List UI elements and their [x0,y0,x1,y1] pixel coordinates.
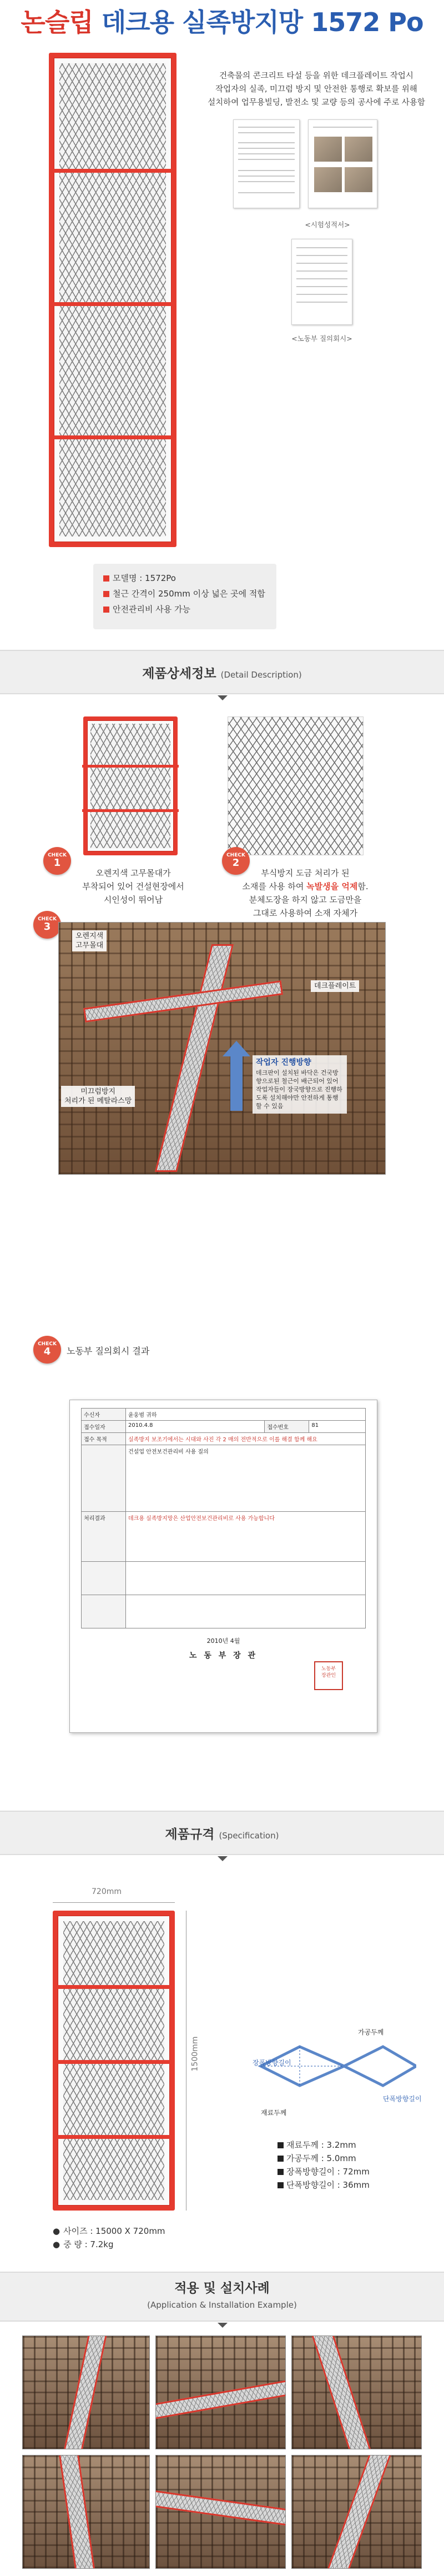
check-badge-1: CHECK 1 [43,847,71,875]
product-main-image [49,53,176,547]
spec-product-image [53,1911,175,2211]
intro-line: 작업자의 실족, 미끄럼 방지 및 안전한 통행로 확보를 위해 [215,85,417,94]
width-dimension: 720mm [92,1887,122,1896]
test-report-page-1 [233,119,300,208]
chevron-down-icon [218,2323,228,2328]
labor-ministry-inquiry-thumbnail [291,239,352,325]
labor-ministry-inquiry-document [69,1400,377,1733]
check2-mesh-closeup [228,716,364,855]
product-name: 데크용 실족방지망 1572 Po [101,7,423,37]
check-badge-3: CHECK 3 [33,911,61,939]
chevron-down-icon [218,1856,228,1861]
panel-rib [49,302,176,306]
official-seal-stamp: 노동부 장관인 [314,1661,343,1690]
length-dimension: 1500mm [190,2036,200,2072]
intro-line: 건축물의 콘크리트 타설 등을 위한 데크플레이트 작업시 [219,72,413,81]
document-ministry: 노 동 부 장 관 [189,1651,258,1660]
product-title [0,0,444,44]
section-subtitle: (Detail Description) [220,670,302,680]
long-pitch-label: 장폭방향길이 [253,2059,291,2067]
application-photo-1 [22,2336,150,2449]
panel-rib [49,435,176,439]
panel-rib [49,169,176,173]
section-subtitle: (Application & Installation Example) [147,2300,297,2310]
intro-line: 설치하여 업무용빌딩, 발전소 및 교량 등의 공사에 주로 사용함 [208,98,425,107]
check4-title: 노동부 질의회시 결과 [67,1346,150,1356]
size-weight-list: ● 사이즈 : 15000 X 720mm ● 중 량 : 7.2kg [53,2224,165,2251]
arrow-up-icon [230,1055,243,1111]
inquiry-table: 수신자 윤웅범 귀하 접수일자 2010.4.8 접수번호 81 접수 목적 실족방지 보조기에서는 시대와 사진 각 2 매의 전반적으로 이를 해결 함께 해요 건설업 안전보건관리비 사용 질의 처리결과 데크용 실족방지망은 산업안전보건관리비로 사용 가능합니다 [81,1408,366,1628]
test-report-page-2 [308,119,377,208]
section-title: 제품상세정보 [142,666,216,681]
feature-summary-box [93,564,276,629]
feature-item: 모델명 : 1572Po [103,570,266,586]
square-bullet-icon [278,2169,284,2175]
document-date: 2010년 4월 [206,1637,240,1645]
application-photo-5 [155,2455,286,2569]
feature-item: 안전관리비 사용 가능 [103,602,266,617]
red-square-bullet-icon [103,607,109,613]
application-photo-6 [291,2455,422,2569]
dimension-list: 재료두께 : 3.2mm 가공두께 : 5.0mm 장폭방향길이 : 72mm 단폭방향길이 : 36mm [278,2138,370,2192]
test-report-caption: <시험성적서> [305,220,350,229]
product-header [0,0,444,44]
check-badge-2: CHECK 2 [222,847,250,875]
rubber-bar-label: 오렌지색 고무몰대 [72,930,107,951]
check2-description: 부식방지 도금 처리가 된 소재를 사용 하여 녹발생을 억제함. 분체도장을 하지 않고 도금만을 그대로 사용하여 소재 자체가 [242,868,369,918]
chevron-down-icon [218,695,228,700]
check1-description: 오렌지색 고무몰대가 부착되어 있어 건설현장에서 시인성이 뛰어남 [82,868,184,905]
anti-slip-mesh-label: 미끄럼방지 처리가 된 메탈라스망 [61,1086,135,1107]
application-section-header [0,2272,444,2322]
section-subtitle: (Specification) [219,1831,279,1841]
feature-item: 철근 간격이 250mm 이상 넓은 곳에 적합 [103,586,266,602]
brand-name: 논슬립 [21,7,93,37]
bullet-icon: ● [53,2239,60,2249]
intro-description [200,69,433,109]
red-square-bullet-icon [103,591,109,597]
square-bullet-icon [278,2156,284,2162]
check-badge-4: CHECK 4 [33,1336,61,1364]
material-thickness-label: 재료두께 [261,2109,287,2117]
application-photo-4 [22,2455,150,2569]
square-bullet-icon [278,2182,284,2188]
square-bullet-icon [278,2142,284,2148]
metal-lath-mesh [59,63,166,537]
bullet-icon: ● [53,2226,60,2236]
deck-plate-label: 데크플레이트 [311,980,359,992]
section-title: 적용 및 설치사례 [174,2281,270,2296]
application-photo-2 [155,2336,286,2449]
short-pitch-label: 단폭방향길이 [383,2095,422,2103]
walking-direction-note: 작업자 진행방향 데크판이 설치된 바닥은 건국방향으로된 철근이 배근되어 있어 작업자들이 장국방향으로 진행하도록 설치해야만 안전하게 통행 할 수 있음 [253,1055,347,1114]
application-photo-3 [291,2336,422,2449]
inquiry-caption: <노동부 질의회시> [291,334,352,343]
detail-section-header [0,650,444,694]
check1-product-image [83,716,178,855]
red-square-bullet-icon [103,575,109,582]
wire-thickness-label: 가공두께 [358,2028,384,2036]
spec-section-header [0,1811,444,1855]
section-title: 제품규격 [165,1827,215,1842]
